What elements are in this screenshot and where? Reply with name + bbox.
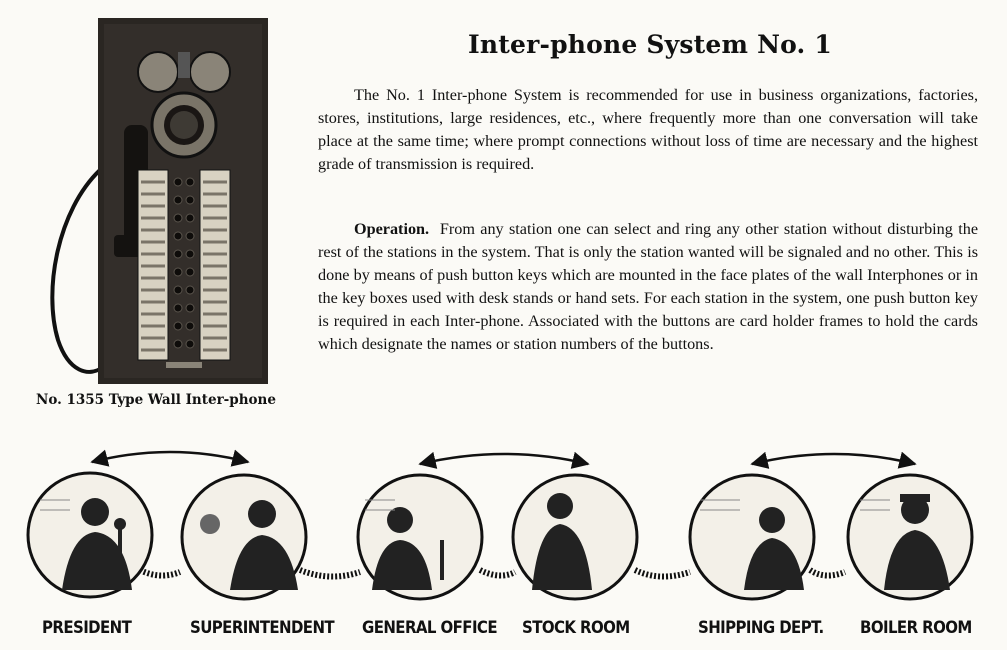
station-label-president: PRESIDENT [42, 616, 132, 638]
figure-caption: No. 1355 Type Wall Inter-phone [36, 392, 276, 408]
station-label-superintendent: SUPERINTENDENT [190, 616, 335, 638]
page-title: Inter-phone System No. 1 [468, 30, 832, 59]
station-label-stock-room: STOCK ROOM [522, 616, 630, 638]
station-label-general-office: GENERAL OFFICE [362, 616, 497, 638]
operation-body: From any station one can select and ring any other station without disturbing the rest of the stations in the system. That is only the station wanted will be signaled and no other. This is done by means of push button keys which are mounted in the face plates of the wall Interphones or in the key boxes used with desk stands or hand sets. For each station in the system, one push button key is required in each Inter-phone. Associated with the buttons are card holder frames to hold the cards which designate the names or station numbers of the buttons. [318, 220, 979, 353]
operation-lead: Operation. [354, 220, 430, 238]
wall-interphone-illustration [38, 10, 308, 390]
station-strip-illustration [0, 440, 1007, 640]
intro-paragraph: The No. 1 Inter-phone System is recommended for use in business organizations, factories, stores, institutions, large residences, etc., where frequently more than one conversation will take place at the same time; where prompt connections without loss of time are necessary and the highest grade of transmission is required. [318, 86, 978, 173]
station-label-shipping-dept: SHIPPING DEPT. [698, 616, 824, 638]
station-label-boiler-room: BOILER ROOM [860, 616, 972, 638]
operation-paragraph [318, 218, 978, 356]
